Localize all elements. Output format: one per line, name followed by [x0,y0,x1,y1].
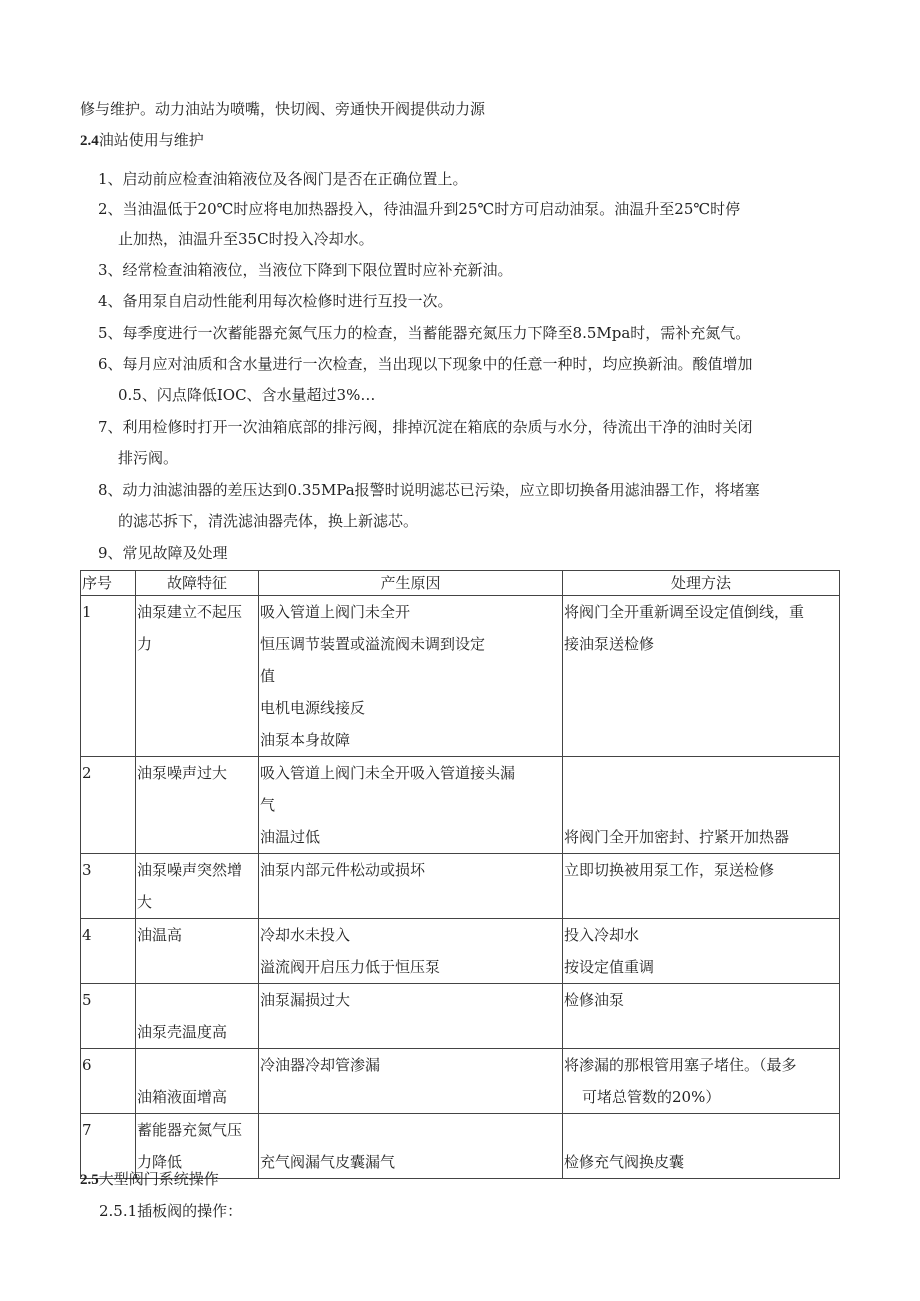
table-row [81,1049,840,1114]
cell-cause [259,1049,563,1114]
table-row [81,757,840,854]
cell-method [563,596,840,757]
section-2-4-heading [80,129,204,150]
cell-line [564,757,838,789]
cell-feature [136,757,259,854]
cell-feature [136,984,259,1049]
table-header-row [81,571,840,596]
cell-line: 恒压调节装置或溢流阀未调到设定 [260,635,486,653]
cell-line: 蓄能器充氮气压 [137,1121,243,1139]
cell-line [564,789,838,821]
cell-no: 6 [81,1049,136,1114]
cell-line: 油泵内部元件松动或损坏 [260,861,426,879]
cell-line: 吸入管道上阀门未全开吸入管道接头漏 [260,764,516,782]
cell-line [137,984,257,1016]
fault-table [80,570,840,1179]
cell-line: 油泵本身故障 [260,731,351,749]
cell-line: 接油泵送检修 [564,635,655,653]
cell-line: 将阀门全开重新调至设定值倒线，重 [564,603,805,621]
section-number: 2.5 [80,1172,99,1188]
cell-line: 冷却水未投入 [260,926,351,944]
cell-line: 充气阀漏气皮囊漏气 [260,1153,396,1171]
cell-line: 油箱液面增高 [137,1088,228,1106]
list-item-line: 8、动力油滤油器的差压达到0.35MPa报警时说明滤芯已污染，应立即切换备用滤油器工作，将堵塞 [98,481,760,499]
cell-no: 4 [81,919,136,984]
cell-cause [259,757,563,854]
cell-cause [259,984,563,1049]
cell-method [563,1049,840,1114]
cell-line: 将阀门全开加密封、拧紧开加热器 [564,828,790,846]
list-item-line: 1、启动前应检查油箱液位及各阀门是否在正确位置上。 [98,170,468,188]
cell-method [563,757,840,854]
cell-line: 投入冷却水 [564,926,640,944]
cell-line: 检修油泵 [564,991,625,1009]
cell-line: 油泵噪声过大 [137,764,228,782]
list-item-line: 0.5、闪点降低IOC、含水量超过3%… [118,386,376,404]
cell-method [563,1114,840,1179]
cell-line [564,1114,838,1146]
cell-cause [259,854,563,919]
table-row [81,919,840,984]
cell-cause [259,596,563,757]
cell-cause [259,1114,563,1179]
section-2-5-1-heading: 2.5.1插板阀的操作： [99,1202,243,1220]
header-method: 处理方法 [563,571,840,596]
cell-line: 油泵建立不起压 [137,603,243,621]
cell-line: 溢流阀开启压力低于恒压泵 [260,958,441,976]
cell-no: 2 [81,757,136,854]
cell-line: 立即切换被用泵工作，泵送检修 [564,861,775,879]
list-item-line: 排污阀。 [118,449,179,467]
cell-line: 按设定值重调 [564,958,655,976]
header-cause: 产生原因 [259,571,563,596]
cell-line: 检修充气阀换皮囊 [564,1153,685,1171]
cell-line: 吸入管道上阀门未全开 [260,603,411,621]
cell-feature [136,1049,259,1114]
cell-line: 油泵壳温度高 [137,1023,228,1041]
cell-line: 大 [137,893,153,911]
cell-cause [259,919,563,984]
cell-line: 力 [137,635,153,653]
cell-line [137,1049,257,1081]
list-item-line: 2、当油温低于20℃时应将电加热器投入，待油温升到25℃时方可启动油泵。油温升至25℃时停 [98,200,741,218]
cell-line: 力降低 [137,1153,183,1171]
header-no: 序号 [81,571,136,596]
table-row [81,596,840,757]
table-row [81,984,840,1049]
cell-line: 气 [260,796,276,814]
list-item-line: 9、常见故障及处理 [98,544,228,562]
cell-line: 可堵总管数的20%） [582,1088,721,1106]
cell-feature [136,919,259,984]
cell-line: 油泵漏损过大 [260,991,351,1009]
list-item-line: 6、每月应对油质和含水量进行一次检查，当出现以下现象中的任意一种时，均应换新油。酸值增加 [98,355,753,373]
section-number: 2.4 [80,133,99,149]
cell-method [563,984,840,1049]
cell-feature [136,854,259,919]
cell-feature [136,596,259,757]
section-title: 大型阀门系统操作 [98,1170,219,1188]
cell-no: 1 [81,596,136,757]
list-item-line: 7、利用检修时打开一次油箱底部的排污阀，排掉沉淀在箱底的杂质与水分，待流出干净的油时关闭 [98,418,753,436]
cell-method [563,854,840,919]
section-2-5-heading [80,1168,219,1189]
cell-no: 5 [81,984,136,1049]
cell-line: 油泵噪声突然增 [137,861,243,879]
section-title: 油站使用与维护 [98,131,204,149]
header-feature: 故障特征 [136,571,259,596]
cell-line [260,1114,561,1146]
cell-line: 电机电源线接反 [260,699,366,717]
list-item-line: 4、备用泵自启动性能利用每次检修时进行互投一次。 [98,292,453,310]
list-item-line: 5、每季度进行一次蓄能器充氮气压力的检查，当蓄能器充氮压力下降至8.5Mpa时，需补充氮气。 [98,324,751,342]
intro-line: 修与维护。动力油站为喷嘴，快切阀、旁通快开阀提供动力源 [80,100,486,118]
cell-line: 冷油器冷却管渗漏 [260,1056,381,1074]
table-row [81,854,840,919]
list-item-line: 的滤芯拆下，清洗滤油器壳体，换上新滤芯。 [118,512,419,530]
cell-line: 油温高 [137,926,183,944]
cell-no: 3 [81,854,136,919]
cell-method [563,919,840,984]
cell-no: 7 [81,1114,136,1179]
cell-line: 将渗漏的那根管用塞子堵住。（最多 [564,1056,797,1074]
cell-line: 值 [260,667,276,685]
list-item-line: 3、经常检查油箱液位，当液位下降到下限位置时应补充新油。 [98,261,513,279]
cell-line: 油温过低 [260,828,321,846]
list-item-line: 止加热，油温升至35C时投入冷却水。 [118,230,374,248]
